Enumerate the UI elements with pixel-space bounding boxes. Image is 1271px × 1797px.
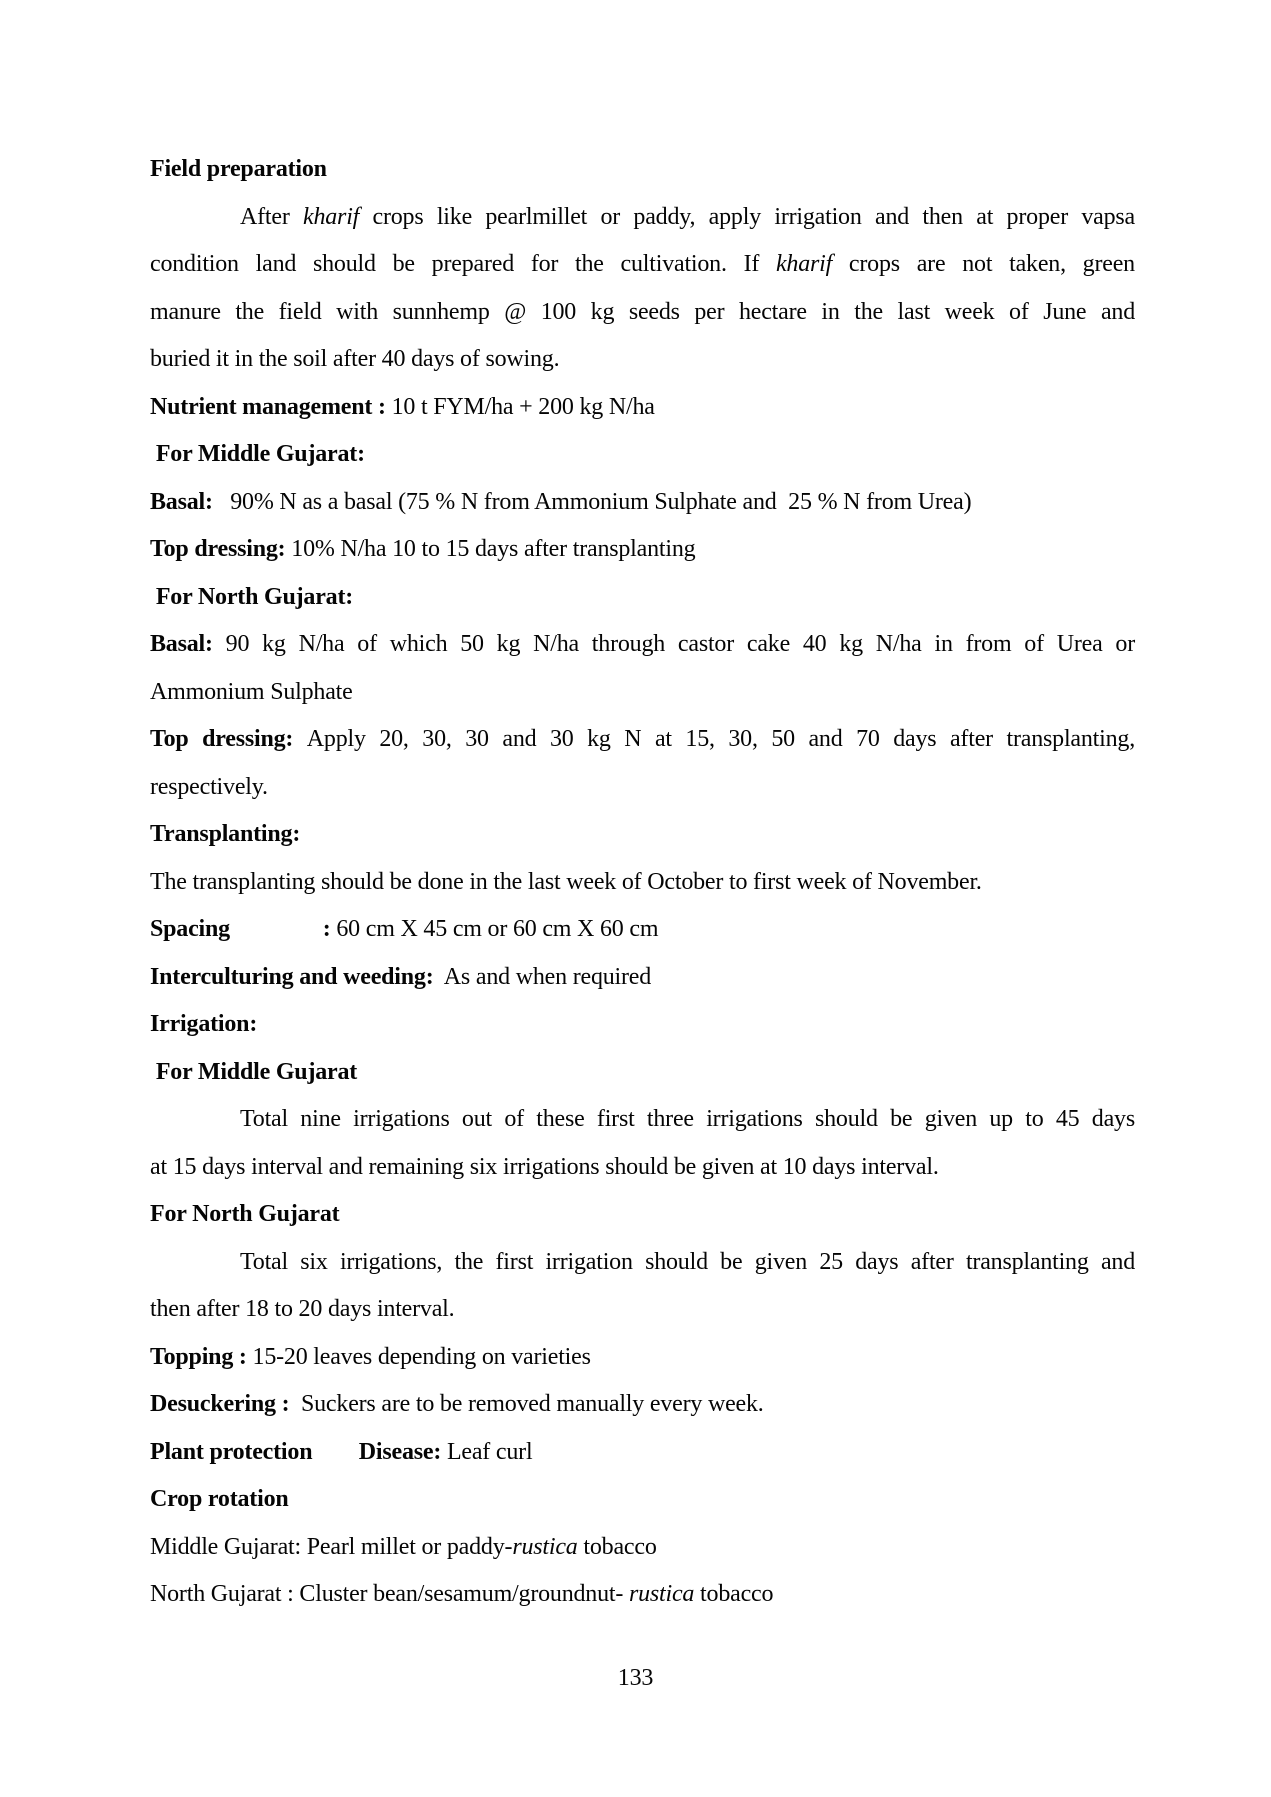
text-run: Middle Gujarat: Pearl millet or paddy- bbox=[150, 1533, 513, 1560]
text-run: For North Gujarat: bbox=[150, 583, 354, 610]
text-run: Crop rotation bbox=[150, 1486, 289, 1512]
transplanting-line bbox=[150, 859, 1135, 907]
top-dressing-middle-gujarat-line bbox=[150, 526, 1135, 574]
text-run: crops like pearlmillet or paddy, apply irrigation and then at proper vapsa bbox=[359, 203, 1135, 230]
text-run: Field preparation bbox=[150, 156, 327, 182]
text-run: Total six irrigations, the first irrigation should be given 25 days after transplanting and bbox=[240, 1248, 1135, 1275]
top-dressing-north-gujarat-paragraph-line-1 bbox=[150, 716, 1135, 764]
text-run: Top dressing: bbox=[150, 726, 307, 752]
crop-rotation-north-line bbox=[150, 1571, 1135, 1619]
spacing-line bbox=[150, 906, 1135, 954]
text-run: Topping : bbox=[150, 1343, 253, 1370]
text-run: at 15 days interval and remaining six irrigations should be given at 10 days interval. bbox=[150, 1153, 939, 1180]
text-run: buried it in the soil after 40 days of sowing. bbox=[150, 346, 560, 372]
text-run: For Middle Gujarat bbox=[150, 1058, 358, 1085]
top-dressing-north-gujarat-paragraph-line-2 bbox=[150, 764, 1135, 812]
text-run: 10% N/ha 10 to 15 days after transplanting bbox=[291, 536, 696, 562]
text-run bbox=[230, 916, 323, 942]
text-run: Ammonium Sulphate bbox=[150, 678, 353, 705]
text-run: North Gujarat : Cluster bean/sesamum/groundnut- bbox=[150, 1581, 629, 1607]
text-run: Plant protection bbox=[150, 1438, 313, 1465]
field-preparation-paragraph-line-1 bbox=[150, 194, 1135, 242]
plant-protection-line bbox=[150, 1429, 1135, 1477]
text-run: Suckers are to be removed manually every week. bbox=[295, 1391, 764, 1417]
text-run: Top dressing: bbox=[150, 536, 292, 562]
irrigation-north-gujarat-paragraph-line-2 bbox=[150, 1286, 1135, 1334]
text-run: Apply 20, 30, 30 and 30 kg N at 15, 30, 50 and 70 days after transplanting, bbox=[306, 726, 1135, 752]
text-run bbox=[312, 1439, 358, 1465]
basal-north-gujarat-paragraph-line-2 bbox=[150, 669, 1135, 717]
nutrient-management-line bbox=[150, 384, 1135, 432]
field-preparation-paragraph-line-2 bbox=[150, 241, 1135, 289]
page-number-row bbox=[0, 1655, 1271, 1703]
field-preparation-heading bbox=[150, 146, 1135, 194]
text-run: condition land should be prepared for the cultivation. If bbox=[150, 251, 776, 277]
field-preparation-paragraph-line-3 bbox=[150, 289, 1135, 337]
text-run: For Middle Gujarat: bbox=[150, 441, 365, 467]
text-run: Disease: bbox=[358, 1438, 447, 1465]
page-number: 133 bbox=[617, 1664, 654, 1691]
text-run: Basal: bbox=[150, 488, 213, 515]
crop-rotation-middle-line bbox=[150, 1524, 1135, 1572]
text-run: tobacco bbox=[694, 1581, 774, 1607]
text-run: Nutrient management : bbox=[150, 393, 392, 420]
interculturing-line bbox=[150, 954, 1135, 1002]
irrigation-middle-gujarat-paragraph-line-2 bbox=[150, 1144, 1135, 1192]
basal-middle-gujarat-line bbox=[150, 479, 1135, 527]
text-run: As and when required bbox=[433, 963, 652, 990]
text-run: : bbox=[322, 916, 337, 942]
text-run: Irrigation: bbox=[150, 1011, 258, 1037]
text-run: crops are not taken, green bbox=[832, 251, 1135, 277]
irrigation-north-gujarat-heading bbox=[150, 1191, 1135, 1239]
text-run: tobacco bbox=[577, 1533, 657, 1560]
text-run: Desuckering : bbox=[150, 1391, 296, 1417]
text-run: The transplanting should be done in the last week of October to first week of November. bbox=[150, 868, 982, 895]
text-run: 60 cm X 45 cm or 60 cm X 60 cm bbox=[336, 916, 659, 942]
text-run: then after 18 to 20 days interval. bbox=[150, 1296, 455, 1322]
text-run: rustica bbox=[628, 1581, 695, 1607]
irrigation-heading bbox=[150, 1001, 1135, 1049]
text-run: For North Gujarat bbox=[150, 1201, 340, 1227]
text-run: kharif bbox=[303, 203, 360, 230]
basal-north-gujarat-paragraph-line-1 bbox=[150, 621, 1135, 669]
text-run: 10 t FYM/ha + 200 kg N/ha bbox=[391, 393, 655, 420]
text-run: Basal: bbox=[150, 631, 226, 657]
text-run: 90% N as a basal (75 % N from Ammonium Sulphate and 25 % N from Urea) bbox=[212, 488, 972, 515]
text-run: After bbox=[240, 203, 303, 230]
crop-rotation-heading bbox=[150, 1476, 1135, 1524]
text-run: Interculturing and weeding: bbox=[150, 963, 434, 990]
text-run: kharif bbox=[775, 251, 833, 277]
field-preparation-paragraph-line-4 bbox=[150, 336, 1135, 384]
irrigation-middle-gujarat-heading bbox=[150, 1049, 1135, 1097]
text-run: 90 kg N/ha of which 50 kg N/ha through castor cake 40 kg N/ha in from of Urea or bbox=[225, 631, 1136, 657]
text-run: Leaf curl bbox=[446, 1438, 533, 1465]
text-run: rustica bbox=[512, 1533, 578, 1560]
transplanting-heading bbox=[150, 811, 1135, 859]
irrigation-north-gujarat-paragraph-line-1 bbox=[150, 1239, 1135, 1287]
text-run: 15-20 leaves depending on varieties bbox=[252, 1343, 591, 1370]
text-run: manure the field with sunnhemp @ 100 kg seeds per hectare in the last week of June and bbox=[150, 298, 1135, 325]
text-run: Total nine irrigations out of these first three irrigations should be given up to 45 days bbox=[240, 1106, 1135, 1132]
text-run: respectively. bbox=[150, 773, 268, 800]
irrigation-middle-gujarat-paragraph-line-1 bbox=[150, 1096, 1135, 1144]
text-run: Spacing bbox=[150, 916, 230, 942]
for-middle-gujarat-heading bbox=[150, 431, 1135, 479]
topping-line bbox=[150, 1334, 1135, 1382]
text-run: Transplanting: bbox=[150, 821, 301, 847]
desuckering-line bbox=[150, 1381, 1135, 1429]
for-north-gujarat-heading bbox=[150, 574, 1135, 622]
